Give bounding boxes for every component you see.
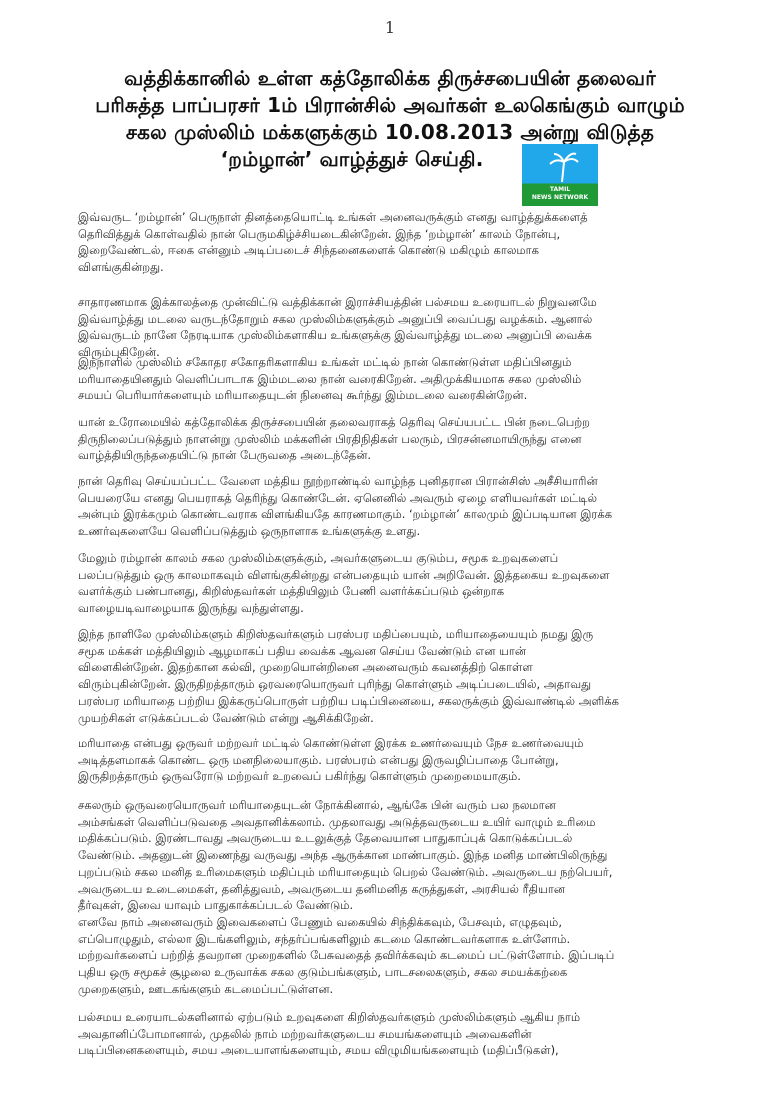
title-line-1: வத்திக்கானில் உள்ள கத்தோலிக்க திருச்சபையின் தலைவர் (124, 66, 656, 90)
paragraph-line: சகலரும் ஒருவரையொருவர் மரியாதையுடன் நோக்கினால், ஆங்கே பின் வரும் பல நலமான (78, 798, 556, 812)
paragraph-line: அவருடைய உடைமைகள், தனித்துவம், அவருடைய தனிமனித கருத்துகள், அரசியல் ரீதியான (78, 881, 566, 896)
paragraph-line: மேலும் ரம்ழான் காலம் சகல முஸ்லிம்களுக்கும், அவர்களுடைய குடும்ப, சமூக உறவுகளைப் (78, 551, 559, 565)
paragraph-line: உணர்வுகளையே வெளிப்படுத்தும் ஒருநாளாக உங்களுக்கு உளது. (78, 524, 421, 539)
paragraph-line: வாழையடிவாழையாக இருந்து வந்துள்ளது. (78, 601, 304, 616)
paragraph-line: வாழ்த்தியிருந்ததையிட்டு நான் பேருவதை அடைந்தேன். (78, 448, 372, 463)
paragraph-7 (78, 626, 718, 726)
paragraph-line: திருநிலைப்படுத்தும் நாளன்று முஸ்லிம் மக்களின் பிரதிநிதிகள் பலரும், பிரசன்னமாயிருந்து எனை (78, 431, 582, 446)
paragraph-line: தீர்வுகள், இவை யாவும் பாதுகாக்கப்படல் வேண்டும். (78, 898, 354, 913)
paragraph-line: அடித்தளமாகக் கொண்ட ஒரு மனநிலையாகும். பரஸ்பரம் என்பது இருவழிப்பாதை போன்று, (78, 752, 559, 767)
title-line-2: பரிசுத்த பாப்பரசர் 1ம் பிரான்சில் அவர்கள் உலகெங்கும் வாழும் (95, 93, 685, 117)
paragraph-line: நான் தெரிவு செய்யப்பட்ட வேளை மத்திய நூற்றாண்டில் வாழ்ந்த புனிதரான பிரான்சிஸ் அசீசியாரின் (78, 474, 598, 488)
paragraph-line: மற்றவர்களைப் பற்றித் தவறான முறைகளில் பேசுவதைத் தவிர்க்கவும் கடமைப் பட்டுள்ளோம். இப்படிப் (78, 948, 615, 963)
paragraph-line: யான் உரோமையில் கத்தோலிக்க திருச்சபையின் தலைவராகத் தெரிவு செய்யபட்ட பின் நடைபெற்ற (78, 415, 591, 429)
paragraph-line: மதிக்கப்படும். இரண்டாவது அவருடைய உடலுக்குத் தேவையான பாதுகாப்புக் கொடுக்கப்படல் (78, 831, 573, 846)
paragraph-2 (78, 294, 718, 361)
paragraph-6 (78, 550, 718, 617)
paragraph-line: வளர்க்கும் பண்பானது, கிறிஸ்தவர்கள் மத்தியிலும் பேணி வளர்க்கப்படும் ஒன்றாக (78, 584, 505, 599)
paragraph-line: விரும்புகிறேன். (78, 345, 160, 360)
paragraph-line: தெரிவித்துக் கொள்வதில் நான் பெருமகிழ்ச்சியடைகின்றேன். இந்த ‘றம்ழான்’ காலம் நோன்பு, (78, 226, 561, 241)
paragraph-line: சமயப் பெரியார்களையும் மரியாதையுடன் நினைவு கூர்ந்து இம்மடலை வரைகின்றேன். (78, 388, 528, 403)
paragraph-line: விரும்புகின்றேன். இருதிறத்தாரும் ஒரவரையொருவர் புரிந்து கொள்ளும் அடிப்படையில், அதாவது (78, 677, 592, 692)
paragraph-3 (78, 354, 718, 404)
paragraph-10 (78, 1009, 718, 1059)
paragraph-line: சாதாரணமாக இக்காலத்தை முன்விட்டு வத்திக்கான் இராச்சியத்தின் பல்சமய உரையாடல் நிறுவனமே (78, 295, 597, 309)
paragraph-line: இவ்வருட ‘றம்ழான்’ பெருநாள் தினத்தையொட்டி உங்கள் அனைவருக்கும் எனது வாழ்த்துக்களைத் (78, 210, 588, 224)
paragraph-line: மரியாதை என்பது ஒருவர் மற்றவர் மட்டில் கொண்டுள்ள இரக்க உணர்வையும் நேச உணர்வையும் (78, 736, 584, 750)
paragraph-line: பெயரையே எனது பெயராகத் தெரிந்து கொண்டேன். ஏனெனில் அவரும் ஏழை எளியவர்கள் மட்டில் (78, 490, 598, 505)
paragraph-line: அவதானிப்போமானால், முதலில் நாம் மற்றவர்களுடைய சமயங்களையும் அவைகளின் (78, 1026, 532, 1041)
paragraph-5 (78, 473, 718, 540)
title-line-4: ‘றம்ழான்’ வாழ்த்துச் செய்தி. (220, 147, 484, 171)
paragraph-line: இவ்வருடம் நானே நேரடியாக முஸ்லிம்களாகிய உங்களுக்கு இவ்வாழ்த்து மடலை அனுப்பி வைக்க (78, 328, 592, 343)
paragraph-line: மரியாதையினதும் வெளிப்பாடாக இம்மடலை நான் வரைகிறேன். அதிமுக்கியமாக சகல முஸ்லிம் (78, 371, 582, 386)
paragraph-line: பலப்படுத்தும் ஒரு காலமாகவும் விளங்குகின்றது என்பதையும் யான் அறிவேன். இத்தகைய உறவுகளை (78, 567, 610, 582)
paragraph-line: எனவே நாம் அனைவரும் இவைகளைப் பேணும் வகையில் சிந்திக்கவும், பேசவும், எழுதவும், (78, 914, 562, 929)
paragraph-9 (78, 797, 718, 997)
paragraph-line: பல்சமய உரையாடல்களினால் ஏற்படும் உறவுகளை கிறிஸ்தவர்களும் முஸ்லிம்களும் ஆகிய நாம் (78, 1010, 581, 1024)
paragraph-line: முயற்சிகள் எடுக்கப்படல் வேண்டும் என்று ஆசிக்கிறேன். (78, 710, 374, 725)
paragraph-1 (78, 209, 718, 276)
paragraph-line: இறைவேண்டல், ஈகை என்னும் அடிப்படைச் சிந்தனைகளைக் கொண்டு மகிழும் காலமாக (78, 243, 539, 258)
logo-bottom-text: NEWS NETWORK (531, 194, 589, 201)
paragraph-line: பரஸ்பர மரியாதை பற்றிய இக்கருப்பொருள் பற்றிய படிப்பினையை, சகலருக்கும் இவ்வாண்டில் அளிக்க (78, 693, 619, 708)
paragraph-line: முறைகளும், ஊடகங்களும் கடமைப்பட்டுள்ளன. (78, 981, 334, 996)
paragraph-line: இந்த நாளிலே முஸ்லிம்களும் கிறிஸ்தவர்களும் பரஸ்பர மதிப்பையும், மரியாதையையும் நமது இரு (78, 627, 594, 641)
paragraph-line: புதிய ஒரு சமூகச் சூழலை உருவாக்க சகல குடும்பங்களும், பாடசலைகளும், சகல சமயக்கற்கை (78, 965, 568, 980)
paragraph-line: எப்பொழுதும், எல்லா இடங்களிலும், சந்தர்ப்பங்களிலும் கடமை கொண்டவர்களாக உள்ளோம். (78, 931, 571, 946)
paragraph-line: இவ்வாழ்த்து மடலை வருடந்தோறும் சகல முஸ்லிம்களுக்கும் அனுப்பி வைப்பது வழக்கம். ஆனால் (78, 311, 593, 326)
paragraph-line: இந்நாளில் முஸ்லிம் சகோதர சகோதரிகளாகிய உங்கள் மட்டில் நான் கொண்டுள்ள மதிப்பினதும் (78, 355, 572, 369)
paragraph-line: விளங்குகின்றது. (78, 260, 164, 275)
paragraph-line: வேண்டும். அதனுடன் இணைந்து வருவது அந்த ஆருக்கான மாண்பாகும். இந்த மனித மாண்பிலிருந்து (78, 848, 608, 863)
paragraph-8 (78, 735, 718, 785)
logo-top-text: TAMIL (549, 186, 571, 193)
paragraph-line: விளைகின்றேன். இதற்கான கல்வி, முறையொன்றினை அனைவரும் கவனத்திற் கொள்ள (78, 660, 533, 675)
title-line-3: சகல முஸ்லிம் மக்களுக்கும் 10.08.2013 அன்று விடுத்த (125, 120, 655, 144)
paragraph-line: சமூக மக்கள் மத்தியிலும் ஆழமாகப் பதிய வைக்க ஆவன செய்ய வேண்டும் என யான் (78, 643, 527, 658)
paragraph-line: இருதிறத்தாரும் ஒருவரோடு மற்றவர் உறவைப் பகிர்ந்து கொள்ளும் முறைமையாகும். (78, 769, 521, 784)
paragraph-4 (78, 414, 718, 464)
page-number: 1 (384, 18, 396, 37)
paragraph-line: அம்சங்கள் வெளிப்படுவதை அவதானிக்கலாம். முதலாவது அடுத்தவருடைய உயிர் வாழும் உரிமை (78, 814, 596, 829)
tamil-news-logo (522, 144, 598, 206)
paragraph-line: படிப்பினைகளையும், சமய அடையாளங்களையும், சமய விழுமியங்களையும் (மதிப்பீடுகள்), (78, 1043, 559, 1058)
paragraph-line: புறப்படும் சகல மனித உரிமைகளும் மதிப்பும் மரியாதையும் பெறல் வேண்டும். அவருடைய நற்பெயர், (78, 864, 613, 879)
paragraph-line: அன்பும் இரக்கமும் கொண்டவராக விளங்கியதே காரணமாகும். ‘றம்ழான்’ காலமும் இப்படியான இரக்க (78, 507, 613, 522)
